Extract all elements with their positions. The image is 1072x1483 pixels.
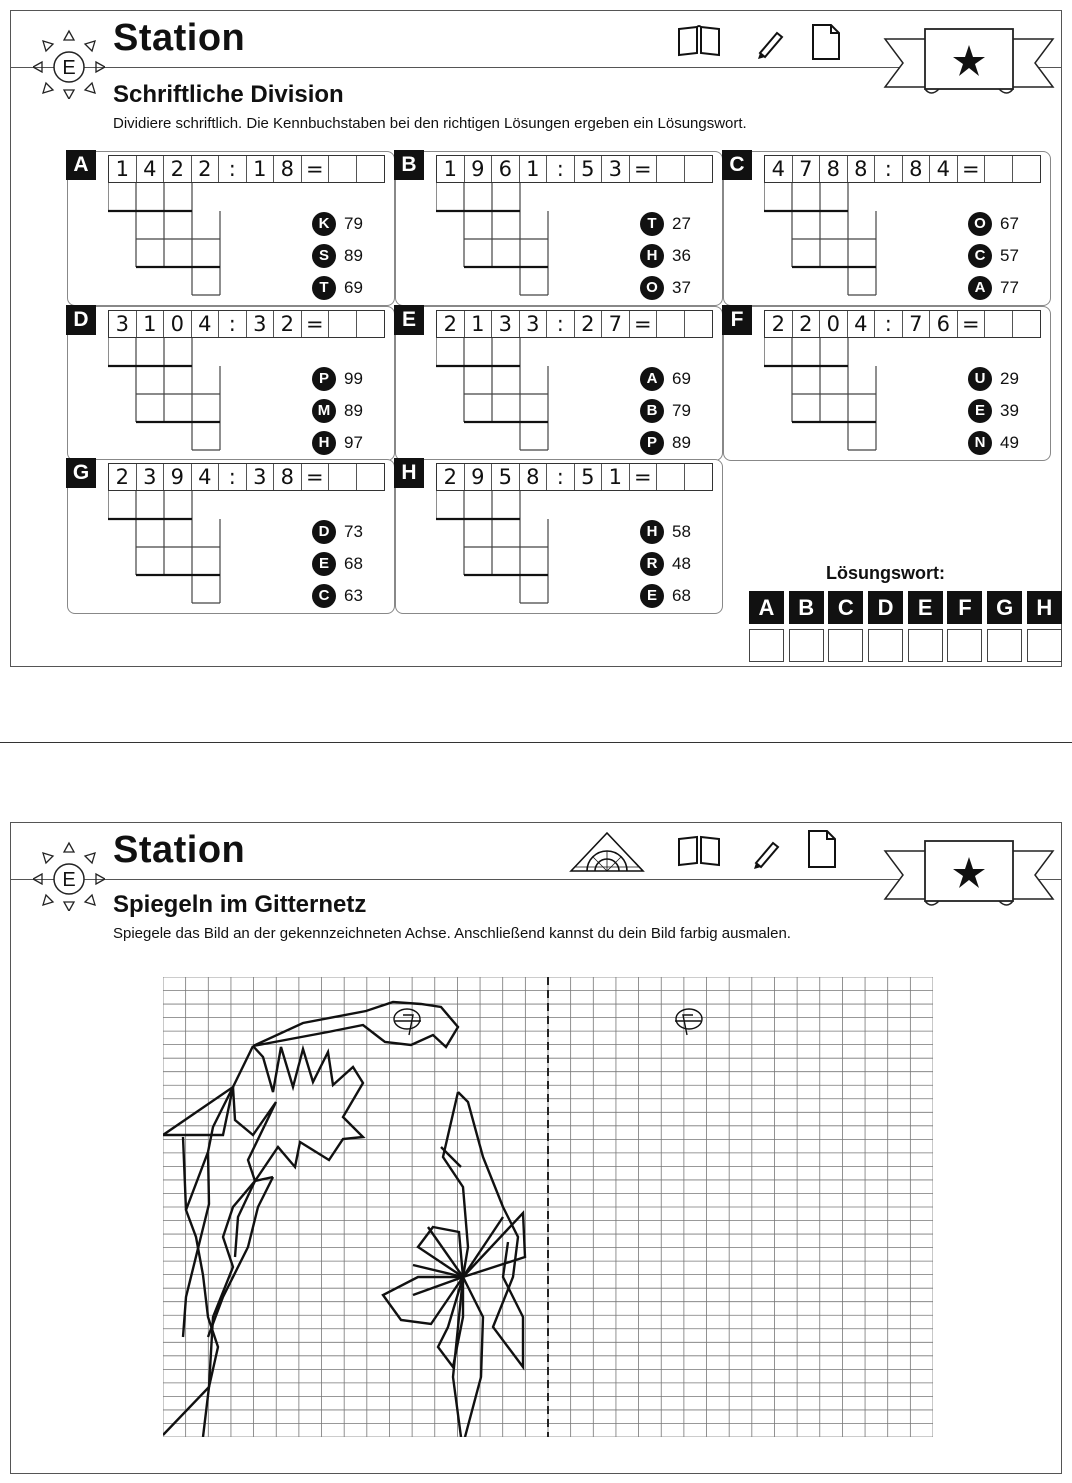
equation-cell: 2 xyxy=(765,311,793,337)
answer-value: 89 xyxy=(344,246,363,265)
level-ribbon xyxy=(881,25,1057,105)
result-cell[interactable] xyxy=(329,464,357,490)
equation-cell: 7 xyxy=(793,156,821,182)
equation-cell: 3 xyxy=(137,464,165,490)
answer-option xyxy=(312,208,363,240)
answer-option xyxy=(968,363,1019,395)
answer-option xyxy=(312,580,363,612)
solution-letter-d: D xyxy=(868,591,903,624)
solution-letter-f: F xyxy=(947,591,982,624)
division-problem-c xyxy=(723,151,1051,306)
answer-option xyxy=(312,516,363,548)
answer-letter-badge: H xyxy=(640,244,664,268)
equation-cell: 7 xyxy=(602,311,630,337)
result-cell[interactable] xyxy=(985,156,1013,182)
page-separator xyxy=(0,742,1072,743)
division-problem-f xyxy=(723,306,1051,461)
answer-option xyxy=(968,427,1019,459)
answer-value: 39 xyxy=(1000,401,1019,420)
answer-letter-badge: S xyxy=(312,244,336,268)
equation-cell: 2 xyxy=(164,156,192,182)
set-square-icon xyxy=(571,833,643,871)
equation-cell: 3 xyxy=(602,156,630,182)
answer-options xyxy=(640,208,691,304)
equation-cell: 2 xyxy=(192,156,220,182)
equation-cells xyxy=(108,463,385,491)
result-cell[interactable] xyxy=(357,464,385,490)
level-ribbon xyxy=(881,837,1057,917)
equation-cell: 1 xyxy=(437,156,465,182)
equation-cell: : xyxy=(219,464,247,490)
equation-cell: : xyxy=(219,156,247,182)
equation-cell: : xyxy=(547,464,575,490)
working-area[interactable] xyxy=(764,183,894,303)
result-cell[interactable] xyxy=(657,311,685,337)
equation-cell: 1 xyxy=(137,311,165,337)
sun-badge-icon xyxy=(33,839,105,911)
instruction-text: Spiegele das Bild an der gekennzeichneten Achse. Anschließend kannst du dein Bild farbig ausmalen. xyxy=(113,925,791,942)
equation-cell: 8 xyxy=(848,156,876,182)
solution-input-box[interactable] xyxy=(828,629,863,662)
answer-letter-badge: E xyxy=(968,399,992,423)
answer-value: 69 xyxy=(344,278,363,297)
problem-label: G xyxy=(66,458,96,488)
solution-letter-a: A xyxy=(749,591,784,624)
answer-option xyxy=(640,427,691,459)
equation-cell: 4 xyxy=(192,464,220,490)
badge-letter: E xyxy=(62,869,76,891)
answer-letter-badge: R xyxy=(640,552,664,576)
equation-cell: 1 xyxy=(465,311,493,337)
answer-option xyxy=(640,240,691,272)
answer-option xyxy=(968,272,1019,304)
division-problem-a xyxy=(67,151,395,306)
answer-value: 57 xyxy=(1000,246,1019,265)
result-cell[interactable] xyxy=(329,156,357,182)
result-cell[interactable] xyxy=(685,311,713,337)
answer-value: 49 xyxy=(1000,433,1019,452)
result-cell[interactable] xyxy=(357,156,385,182)
equation-cell: 9 xyxy=(465,156,493,182)
tool-icons xyxy=(675,21,845,61)
equation-cell: = xyxy=(302,311,330,337)
equation-cells xyxy=(436,310,713,338)
instruction-text: Dividiere schriftlich. Die Kennbuchstaben bei den richtigen Lösungen ergeben ein Lösungswort. xyxy=(113,115,747,132)
answer-letter-badge: H xyxy=(312,431,336,455)
page-title: Station xyxy=(113,829,246,871)
problem-label: H xyxy=(394,458,424,488)
page-icon xyxy=(809,831,835,867)
answer-value: 68 xyxy=(672,586,691,605)
equation-cell: 4 xyxy=(848,311,876,337)
section-subtitle: Spiegeln im Gitternetz xyxy=(113,891,367,918)
equation-cell: 1 xyxy=(109,156,137,182)
answer-value: 97 xyxy=(344,433,363,452)
problem-label: E xyxy=(394,305,424,335)
answer-letter-badge: D xyxy=(312,520,336,544)
answer-option xyxy=(312,395,363,427)
answer-option xyxy=(312,363,363,395)
solution-letter-row xyxy=(749,591,1067,624)
answer-value: 69 xyxy=(672,369,691,388)
equation-cell: 4 xyxy=(930,156,958,182)
equation-cell: : xyxy=(875,311,903,337)
equation-cells xyxy=(436,155,713,183)
answer-letter-badge: H xyxy=(640,520,664,544)
result-cell[interactable] xyxy=(357,311,385,337)
answer-value: 89 xyxy=(344,401,363,420)
equation-cell: 0 xyxy=(820,311,848,337)
working-area[interactable] xyxy=(764,338,894,458)
solution-letter-h: H xyxy=(1027,591,1062,624)
result-cell[interactable] xyxy=(657,464,685,490)
equation-cell: : xyxy=(875,156,903,182)
answer-options xyxy=(312,363,363,459)
answer-options xyxy=(640,516,691,612)
solution-letter-g: G xyxy=(987,591,1022,624)
answer-option xyxy=(312,272,363,304)
answer-options xyxy=(968,208,1019,304)
answer-letter-badge: C xyxy=(312,584,336,608)
answer-option xyxy=(312,427,363,459)
division-problem-d xyxy=(67,306,395,461)
equation-cell: = xyxy=(630,311,658,337)
equation-cell: 2 xyxy=(793,311,821,337)
answer-option xyxy=(640,548,691,580)
working-area[interactable] xyxy=(436,338,566,458)
answer-value: 73 xyxy=(344,522,363,541)
equation-cells xyxy=(108,310,385,338)
equation-cell: 4 xyxy=(192,311,220,337)
equation-cell: 9 xyxy=(164,464,192,490)
equation-cell: 6 xyxy=(930,311,958,337)
answer-value: 68 xyxy=(344,554,363,573)
solution-input-box[interactable] xyxy=(868,629,903,662)
answer-value: 79 xyxy=(672,401,691,420)
answer-letter-badge: O xyxy=(968,212,992,236)
equation-cell: = xyxy=(630,464,658,490)
answer-value: 27 xyxy=(672,214,691,233)
result-cell[interactable] xyxy=(1013,156,1041,182)
equation-cell: 3 xyxy=(492,311,520,337)
answer-letter-badge: T xyxy=(312,276,336,300)
answer-option xyxy=(312,240,363,272)
division-station-card xyxy=(10,10,1062,667)
answer-letter-badge: U xyxy=(968,367,992,391)
answer-options xyxy=(968,363,1019,459)
section-subtitle: Schriftliche Division xyxy=(113,81,344,108)
equation-cell: 3 xyxy=(520,311,548,337)
result-cell[interactable] xyxy=(685,464,713,490)
equation-cell: 2 xyxy=(109,464,137,490)
equation-cell: = xyxy=(630,156,658,182)
answer-letter-badge: K xyxy=(312,212,336,236)
solution-input-box[interactable] xyxy=(789,629,824,662)
solution-letter-b: B xyxy=(789,591,824,624)
answer-letter-badge: N xyxy=(968,431,992,455)
problem-label: F xyxy=(722,305,752,335)
result-cell[interactable] xyxy=(329,311,357,337)
result-cell[interactable] xyxy=(985,311,1013,337)
solution-input-box[interactable] xyxy=(1027,629,1062,662)
solution-letter-e: E xyxy=(908,591,943,624)
answer-value: 29 xyxy=(1000,369,1019,388)
equation-cell: 8 xyxy=(274,156,302,182)
equation-cell: 8 xyxy=(903,156,931,182)
problem-label: A xyxy=(66,150,96,180)
solution-input-box[interactable] xyxy=(947,629,982,662)
equation-cell: : xyxy=(547,156,575,182)
pencil-icon xyxy=(758,33,782,59)
answer-letter-badge: O xyxy=(640,276,664,300)
solution-box-row xyxy=(749,629,1067,662)
tool-icons xyxy=(567,827,847,873)
answer-option xyxy=(640,580,691,612)
answer-letter-badge: M xyxy=(312,399,336,423)
answer-value: 63 xyxy=(344,586,363,605)
result-cell[interactable] xyxy=(1013,311,1041,337)
answer-options xyxy=(312,516,363,612)
answer-value: 99 xyxy=(344,369,363,388)
answer-value: 89 xyxy=(672,433,691,452)
answer-option xyxy=(968,240,1019,272)
equation-cell: 2 xyxy=(437,464,465,490)
equation-cell: 8 xyxy=(274,464,302,490)
answer-option xyxy=(640,395,691,427)
answer-letter-badge: E xyxy=(640,584,664,608)
equation-cell: 1 xyxy=(520,156,548,182)
answer-options xyxy=(640,363,691,459)
answer-option xyxy=(640,516,691,548)
answer-letter-badge: C xyxy=(968,244,992,268)
sun-badge-icon xyxy=(33,27,105,99)
equation-cell: 4 xyxy=(137,156,165,182)
answer-option xyxy=(640,272,691,304)
page-icon xyxy=(813,25,839,59)
working-area[interactable] xyxy=(108,183,238,303)
equation-cell: 4 xyxy=(765,156,793,182)
answer-letter-badge: T xyxy=(640,212,664,236)
equation-cell: 3 xyxy=(109,311,137,337)
equation-cell: 9 xyxy=(465,464,493,490)
answer-value: 67 xyxy=(1000,214,1019,233)
answer-value: 37 xyxy=(672,278,691,297)
answer-letter-badge: B xyxy=(640,399,664,423)
result-cell[interactable] xyxy=(685,156,713,182)
division-problem-h xyxy=(395,459,723,614)
answer-letter-badge: P xyxy=(312,367,336,391)
equation-cell: = xyxy=(958,311,986,337)
answer-value: 79 xyxy=(344,214,363,233)
solution-input-box[interactable] xyxy=(749,629,784,662)
result-cell[interactable] xyxy=(657,156,685,182)
answer-option xyxy=(968,395,1019,427)
equation-cell: : xyxy=(547,311,575,337)
working-area[interactable] xyxy=(108,491,238,611)
equation-cell: 2 xyxy=(575,311,603,337)
equation-cell: 5 xyxy=(492,464,520,490)
equation-cell: 5 xyxy=(575,156,603,182)
equation-cell: 6 xyxy=(492,156,520,182)
equation-cells xyxy=(764,310,1041,338)
problem-label: D xyxy=(66,305,96,335)
equation-cell: : xyxy=(219,311,247,337)
answer-option xyxy=(312,548,363,580)
solution-word-title: Lösungswort: xyxy=(826,563,945,583)
badge-letter: E xyxy=(62,57,76,79)
equation-cell: 0 xyxy=(164,311,192,337)
division-problem-g xyxy=(67,459,395,614)
equation-cell: = xyxy=(302,156,330,182)
working-area[interactable] xyxy=(436,183,566,303)
problem-label: B xyxy=(394,150,424,180)
page-title: Station xyxy=(113,17,246,59)
answer-letter-badge: P xyxy=(640,431,664,455)
book-icon xyxy=(679,837,719,865)
answer-option xyxy=(640,208,691,240)
answer-letter-badge: A xyxy=(968,276,992,300)
equation-cell: 5 xyxy=(575,464,603,490)
equation-cells xyxy=(436,463,713,491)
division-problem-b xyxy=(395,151,723,306)
equation-cell: 8 xyxy=(520,464,548,490)
equation-cell: = xyxy=(302,464,330,490)
answer-letter-badge: A xyxy=(640,367,664,391)
equation-cell: 3 xyxy=(247,311,275,337)
solution-input-box[interactable] xyxy=(987,629,1022,662)
equation-cell: 1 xyxy=(602,464,630,490)
equation-cell: 2 xyxy=(437,311,465,337)
answer-option xyxy=(640,363,691,395)
book-icon xyxy=(679,26,719,55)
solution-letter-c: C xyxy=(828,591,863,624)
answer-option xyxy=(968,208,1019,240)
answer-value: 58 xyxy=(672,522,691,541)
equation-cells xyxy=(764,155,1041,183)
equation-cell: 3 xyxy=(247,464,275,490)
solution-input-box[interactable] xyxy=(908,629,943,662)
answer-options xyxy=(312,208,363,304)
equation-cell: 1 xyxy=(247,156,275,182)
answer-value: 77 xyxy=(1000,278,1019,297)
problem-label: C xyxy=(722,150,752,180)
equation-cell: = xyxy=(958,156,986,182)
pencil-icon xyxy=(754,843,778,869)
equation-cell: 2 xyxy=(274,311,302,337)
working-area[interactable] xyxy=(108,338,238,458)
equation-cells xyxy=(108,155,385,183)
equation-cell: 8 xyxy=(820,156,848,182)
answer-value: 36 xyxy=(672,246,691,265)
working-area[interactable] xyxy=(436,491,566,611)
division-problem-e xyxy=(395,306,723,461)
answer-value: 48 xyxy=(672,554,691,573)
equation-cell: 7 xyxy=(903,311,931,337)
mirror-grid xyxy=(163,977,933,1437)
answer-letter-badge: E xyxy=(312,552,336,576)
